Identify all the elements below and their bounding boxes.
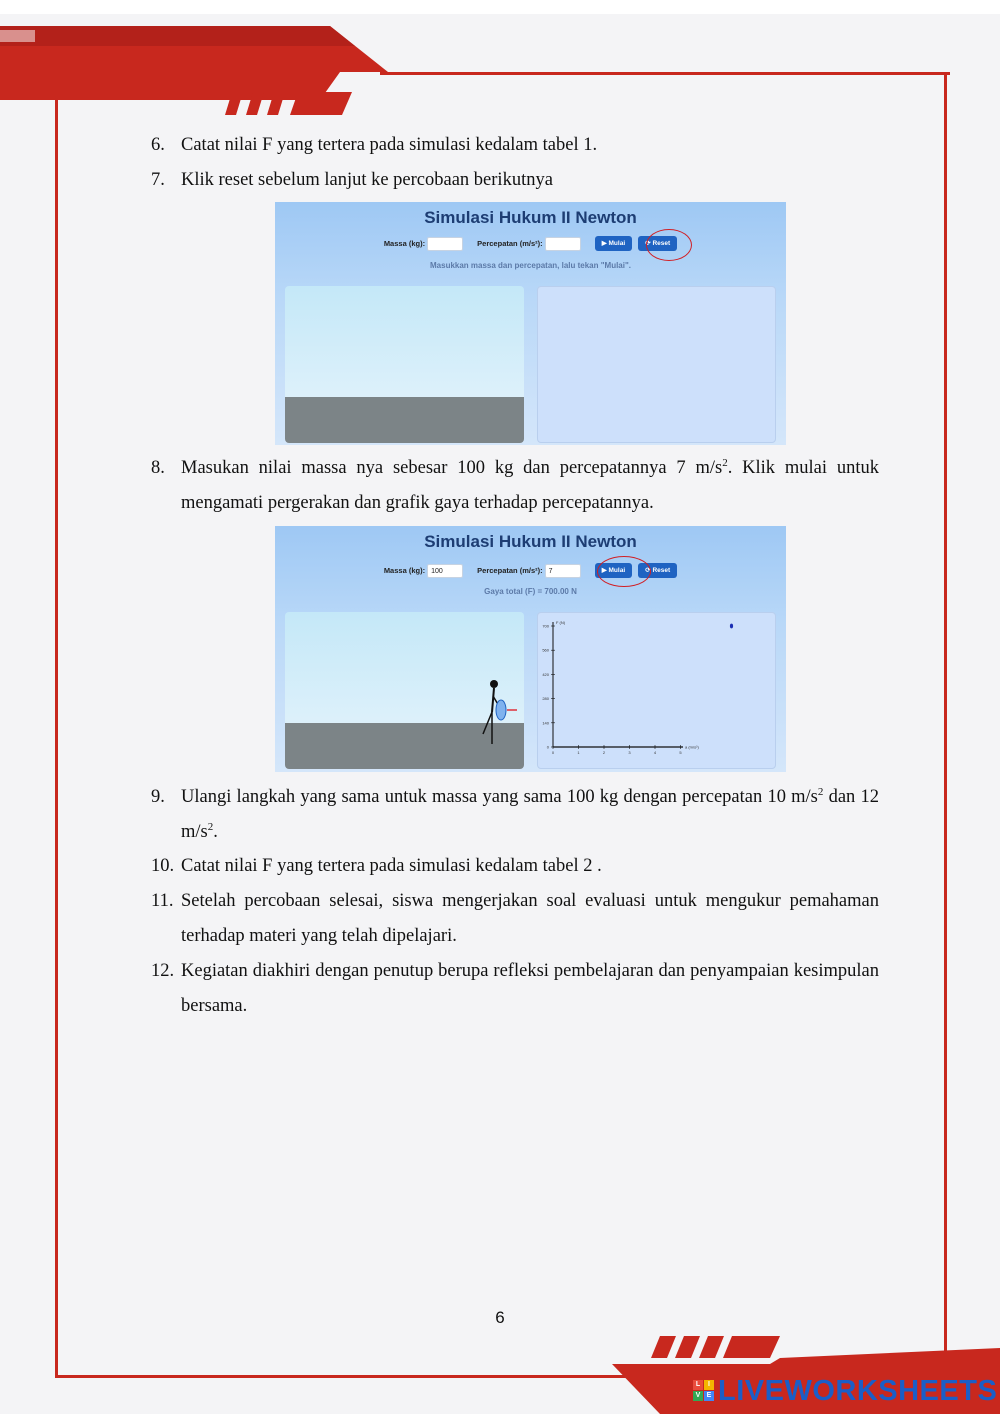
simulation-screenshot-running <box>275 526 786 772</box>
step-12 <box>151 954 879 1024</box>
sim-title: Simulasi Hukum II Newton <box>424 532 637 551</box>
y-axis-label: F (N) <box>556 620 566 625</box>
step-text: Kegiatan diakhiri dengan penutup berupa refleksi pembelajaran dan penyampaian kesimpulan bersama. <box>181 961 879 1016</box>
step-text: Klik reset sebelum lanjut ke percobaan berikutnya <box>181 170 553 190</box>
mass-input[interactable] <box>427 237 463 251</box>
reset-button[interactable]: ⟳ Reset <box>638 563 677 578</box>
step-8 <box>151 451 879 521</box>
x-tick-label: 4 <box>653 750 657 755</box>
reset-button[interactable]: ⟳ Reset <box>638 236 677 251</box>
acceleration-input[interactable] <box>545 237 581 251</box>
step-10 <box>151 849 879 884</box>
graph-axes <box>538 613 777 770</box>
sim-status: Gaya total (F) = 700.00 N <box>484 587 577 596</box>
sim-status: Masukkan massa dan percepatan, lalu tekan "Mulai". <box>430 261 631 270</box>
step-number: 8. <box>151 458 165 478</box>
x-tick-label: 5 <box>679 750 682 755</box>
step-number: 10. <box>151 856 175 876</box>
step-9 <box>151 780 879 850</box>
step-number: 9. <box>151 787 165 807</box>
ground <box>285 397 524 443</box>
force-acceleration-graph <box>537 612 776 769</box>
sim-scene <box>285 286 524 443</box>
mass-label: Massa (kg): <box>383 239 426 248</box>
step-number: 6. <box>151 135 165 155</box>
liveworksheets-logo-icon: L I V E <box>693 1380 715 1402</box>
sim-controls <box>275 563 786 578</box>
start-highlight-circle <box>597 556 651 587</box>
step-6 <box>151 128 879 163</box>
step-number: 11. <box>151 891 174 911</box>
step-number: 12. <box>151 961 175 981</box>
step-11 <box>151 884 879 954</box>
simulation-screenshot-reset <box>275 202 786 445</box>
y-tick-label: 0 <box>546 744 549 750</box>
reset-highlight-circle <box>646 229 692 261</box>
sim-scene <box>285 612 524 769</box>
start-button[interactable]: ▶ Mulai <box>595 563 632 578</box>
stick-figure-pushing <box>285 612 524 769</box>
x-tick-label: 3 <box>628 750 631 755</box>
y-tick-label: 560 <box>542 647 549 653</box>
step-7 <box>151 163 879 198</box>
y-tick-label: 420 <box>542 671 549 677</box>
step-text: Masukan nilai massa nya sebesar 100 kg dan percepatannya 7 $m/s^2$. Klik mulai untuk mengamati pergerakan dan grafik gaya terhadap percepatannya. <box>181 456 879 513</box>
x-tick-label: 2 <box>602 750 606 755</box>
sim-controls <box>275 236 786 251</box>
acceleration-input[interactable]: 7 <box>545 564 581 578</box>
acceleration-label: Percepatan (m/s²): <box>477 566 543 575</box>
x-tick-label: 1 <box>577 750 580 755</box>
mass-label: Massa (kg): <box>383 566 426 575</box>
mass-input[interactable]: 100 <box>427 564 463 578</box>
acceleration-label: Percepatan (m/s²): <box>477 239 543 248</box>
page-number: 6 <box>495 1308 505 1327</box>
y-tick-label: 700 <box>542 623 549 629</box>
step-text: Ulangi langkah yang sama untuk massa yang sama 100 kg dengan percepatan 10 $m/s^2$ dan 12 $m/s^2$. <box>181 785 879 842</box>
brand-name[interactable]: LIVEWORKSHEETS <box>718 1375 998 1407</box>
step-number: 7. <box>151 170 165 190</box>
x-axis-label: a (m/s²) <box>685 744 699 750</box>
step-text: Catat nilai F yang tertera pada simulasi kedalam tabel 1. <box>181 135 598 155</box>
start-button[interactable]: ▶ Mulai <box>595 236 632 251</box>
step-text: Catat nilai F yang tertera pada simulasi kedalam tabel 2 . <box>181 856 602 876</box>
x-tick-label: 0 <box>551 750 555 755</box>
y-tick-label: 140 <box>542 720 549 726</box>
step-text: Setelah percobaan selesai, siswa mengerjakan soal evaluasi untuk mengukur pemahaman terhadap materi yang telah dipelajari. <box>181 891 879 946</box>
y-tick-label: 280 <box>542 696 549 702</box>
sim-graph-empty <box>537 286 776 443</box>
data-point <box>730 624 733 629</box>
sim-title: Simulasi Hukum II Newton <box>424 208 637 227</box>
